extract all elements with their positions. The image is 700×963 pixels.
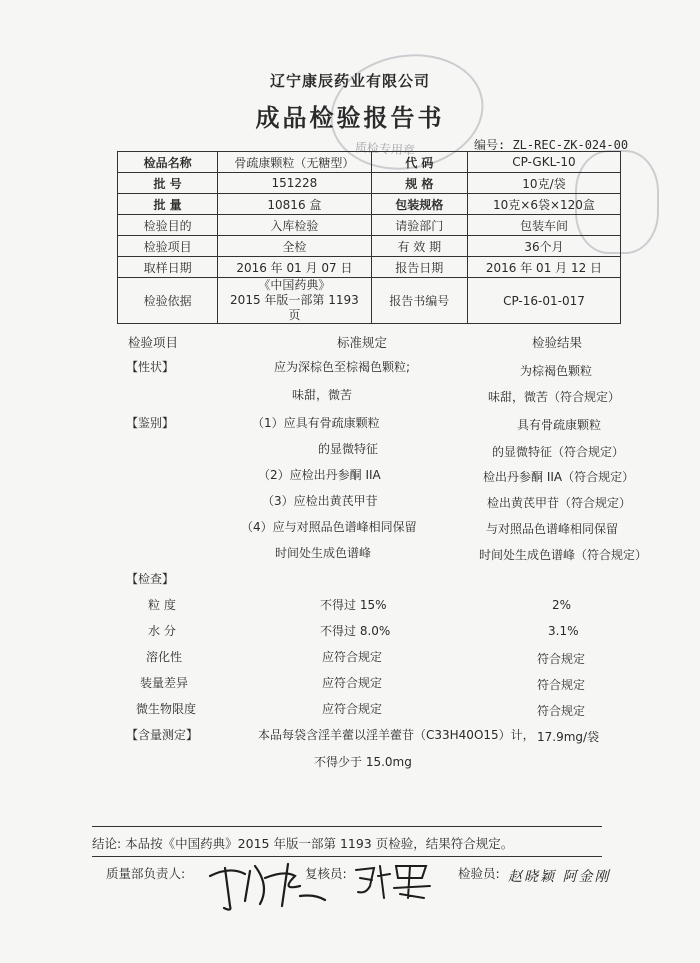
info-row <box>118 173 621 194</box>
check-standard: 不得过 15% <box>320 598 387 612</box>
check-item: 微生物限度 <box>136 702 197 716</box>
info-value: 包装车间 <box>467 215 620 236</box>
info-value: 10克×6袋×120盒 <box>467 194 620 215</box>
info-label: 检品名称 <box>118 152 218 173</box>
column-header-item: 检验项目 <box>128 335 179 350</box>
result-text: 时间处生成色谱峰（符合规定） <box>479 548 648 562</box>
assay-standard: 本品每袋含淫羊藿以淫羊藿苷（C33H40O15）计， <box>258 728 535 742</box>
check-result: 符合规定 <box>537 704 586 718</box>
inspector-signature: 赵晓颖 阿金刚 <box>508 869 611 885</box>
conclusion-text: 结论: 本品按《中国药典》2015 年版一部第 1193 页检验，结果符合规定。 <box>92 836 514 851</box>
info-value: CP-16-01-017 <box>467 278 620 324</box>
company-name: 辽宁康辰药业有限公司 <box>269 72 430 90</box>
info-label: 取样日期 <box>118 257 218 278</box>
result-text: 味甜，微苦（符合规定） <box>488 390 621 404</box>
stamp-text: 质检专用章 <box>354 140 416 158</box>
info-row <box>118 278 621 324</box>
check-result: 符合规定 <box>537 652 586 666</box>
info-label: 代 码 <box>371 152 467 173</box>
info-value: 入库检验 <box>218 215 371 236</box>
assay-standard: 不得少于 15.0mg <box>314 755 412 769</box>
basis-book: 《中国药典》 <box>258 278 331 292</box>
qa-manager-label: 质量部负责人: <box>106 866 186 881</box>
info-row <box>118 215 621 236</box>
result-text: 具有骨疏康颗粒 <box>517 418 602 432</box>
info-label: 批 号 <box>118 173 218 194</box>
section-label-inspection: 【检查】 <box>126 572 175 586</box>
result-text: 为棕褐色颗粒 <box>520 364 593 378</box>
basis-edition: 2015 年版一部第 1193 页 <box>230 293 359 322</box>
standard-text: （4）应与对照品色谱峰相同保留 <box>241 520 417 534</box>
reviewer-label: 复核员: <box>305 866 347 881</box>
standard-text: （1）应具有骨疏康颗粒 <box>252 416 380 430</box>
standard-text: 时间处生成色谱峰 <box>275 546 372 560</box>
info-row <box>118 236 621 257</box>
footer-bottom-line <box>92 856 602 857</box>
info-value <box>218 278 371 324</box>
result-text: 与对照品色谱峰相同保留 <box>486 522 619 536</box>
info-label: 报告书编号 <box>371 278 467 324</box>
info-value: 骨疏康颗粒（无糖型） <box>218 152 371 173</box>
result-text: 检出丹参酮 IIA（符合规定） <box>483 470 635 484</box>
result-text: 的显微特征（符合规定） <box>492 445 625 459</box>
info-label: 请验部门 <box>371 215 467 236</box>
info-label: 检验目的 <box>118 215 218 236</box>
standard-text: （3）应检出黄芪甲苷 <box>262 494 378 508</box>
info-label: 检验项目 <box>118 236 218 257</box>
info-label: 报告日期 <box>371 257 467 278</box>
info-table <box>117 151 621 324</box>
check-result: 2% <box>552 598 572 612</box>
reviewer-signature <box>350 858 440 906</box>
standard-text: 味甜，微苦 <box>292 388 353 402</box>
section-label-identification: 【鉴别】 <box>126 416 175 430</box>
info-label: 规 格 <box>371 173 467 194</box>
check-standard: 不得过 8.0% <box>320 624 391 638</box>
document-number: 编号: ZL-REC-ZK-024-00 <box>474 138 629 152</box>
standard-text: 应为深棕色至棕褐色颗粒; <box>274 360 411 374</box>
info-label: 检验依据 <box>118 278 218 324</box>
info-value: 151228 <box>218 173 371 194</box>
assay-result: 17.9mg/袋 <box>537 730 600 744</box>
inspector-label: 检验员: <box>458 866 500 881</box>
check-standard: 应符合规定 <box>322 650 383 664</box>
column-header-result: 检验结果 <box>532 335 583 350</box>
section-label-appearance: 【性状】 <box>126 360 175 374</box>
info-row <box>118 257 621 278</box>
result-text: 检出黄芪甲苷（符合规定） <box>487 496 632 510</box>
info-label: 有 效 期 <box>371 236 467 257</box>
column-header-standard: 标准规定 <box>337 335 388 350</box>
info-value: 2016 年 01 月 12 日 <box>467 257 620 278</box>
footer-top-line <box>92 826 602 827</box>
check-standard: 应符合规定 <box>322 676 383 690</box>
qa-manager-signature <box>200 856 340 916</box>
info-value: 10克/袋 <box>467 173 620 194</box>
check-standard: 应符合规定 <box>322 702 383 716</box>
check-item: 水 分 <box>148 624 176 638</box>
info-value: 10816 盒 <box>218 194 371 215</box>
check-result: 3.1% <box>548 624 579 638</box>
standard-text: （2）应检出丹参酮 IIA <box>258 468 381 482</box>
section-label-assay: 【含量测定】 <box>126 728 199 742</box>
info-label: 包装规格 <box>371 194 467 215</box>
standard-text: 的显微特征 <box>318 442 379 456</box>
info-row <box>118 194 621 215</box>
info-row <box>118 152 621 173</box>
check-item: 粒 度 <box>148 598 176 612</box>
info-value: CP-GKL-10 <box>467 152 620 173</box>
check-item: 装量差异 <box>140 676 189 690</box>
info-value: 全检 <box>218 236 371 257</box>
info-value: 36个月 <box>467 236 620 257</box>
info-label: 批 量 <box>118 194 218 215</box>
report-title: 成品检验报告书 <box>255 103 445 132</box>
check-item: 溶化性 <box>146 650 183 664</box>
info-value: 2016 年 01 月 07 日 <box>218 257 371 278</box>
check-result: 符合规定 <box>537 678 586 692</box>
